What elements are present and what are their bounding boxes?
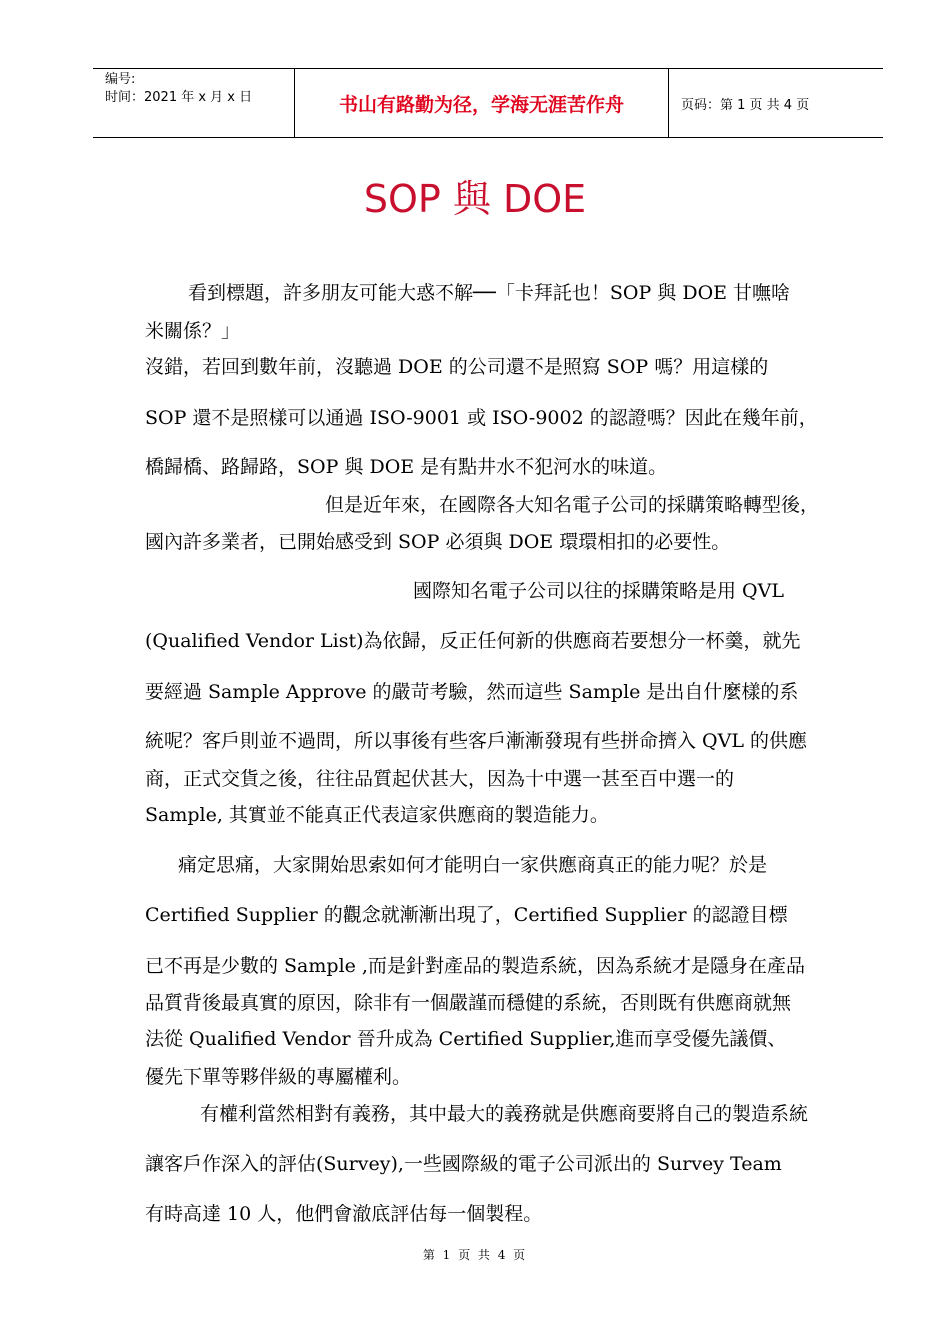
text-line: 統呢？客戶則並不過問，所以事後有些客戶漸漸發現有些拼命擠入 QVL 的供應: [145, 730, 807, 752]
text-line: 但是近年來，在國際各大知名電子公司的採購策略轉型後，: [325, 494, 820, 516]
page-header: [93, 68, 883, 138]
text-line: 痛定思痛，大家開始思索如何才能明白一家供應商真正的能力呢？於是: [178, 854, 768, 876]
text-line: 國際知名電子公司以往的採購策略是用 QVL: [413, 580, 784, 602]
text-line: 沒錯，若回到數年前，沒聽過 DOE 的公司還不是照寫 SOP 嗎？用這樣的: [145, 356, 769, 378]
time-label: 时间：2021 年 x 月 x 日: [105, 90, 253, 105]
text-line: Sample, 其實並不能真正代表這家供應商的製造能力。: [145, 804, 609, 826]
text-line: 商，正式交貨之後，往往品質起伏甚大，因為十中選一甚至百中選一的: [145, 768, 735, 790]
text-line: 看到標題，許多朋友可能大惑不解──「卡拜託也！SOP 與 DOE 甘嘸啥: [188, 282, 791, 304]
text-line: 讓客戶作深入的評估(Survey),一些國際級的電子公司派出的 Survey Team: [145, 1153, 782, 1175]
serial-label: 编号:: [105, 72, 136, 87]
text-line: 法從 Qualified Vendor 晉升成為 Certified Supplier,進而享受優先議價、: [145, 1028, 787, 1050]
text-line: 品質背後最真實的原因，除非有一個嚴謹而穩健的系統，否則既有供應商就無: [145, 992, 792, 1014]
text-line: SOP 還不是照樣可以通過 ISO-9001 或 ISO-9002 的認證嗎？因此在幾年前，: [145, 407, 818, 429]
text-line: 橋歸橋、路歸路，SOP 與 DOE 是有點井水不犯河水的味道。: [145, 456, 668, 478]
text-line: 優先下單等夥伴級的專屬權利。: [145, 1066, 412, 1088]
text-line: 要經過 Sample Approve 的嚴苛考驗，然而這些 Sample 是出自什麼樣的系: [145, 681, 799, 703]
text-line: Certified Supplier 的觀念就漸漸出現了，Certified Supplier 的認證目標: [145, 904, 788, 926]
text-line: 有時高達 10 人，他們會澈底評估每一個製程。: [145, 1203, 543, 1225]
page-footer: 第 1 页 共 4 页: [422, 1248, 528, 1262]
text-line: 米關係？」: [145, 320, 241, 342]
document-title: SOP 與 DOE: [363, 177, 587, 221]
header-page-info: 页码：第 1 页 共 4 页: [681, 97, 810, 113]
text-line: (Qualified Vendor List)為依歸，反正任何新的供應商若要想分一杯羹，就先: [145, 630, 801, 652]
text-line: 有權利當然相對有義務，其中最大的義務就是供應商要將自己的製造系統: [200, 1103, 809, 1125]
header-meta: [93, 69, 295, 137]
header-motto: 书山有路勤为径，学海无涯苦作舟: [295, 69, 669, 137]
text-line: 已不再是少數的 Sample ,而是針對產品的製造系統，因為系統才是隱身在產品: [145, 955, 805, 977]
text-line: 國內許多業者，已開始感受到 SOP 必須與 DOE 環環相扣的必要性。: [145, 531, 731, 553]
